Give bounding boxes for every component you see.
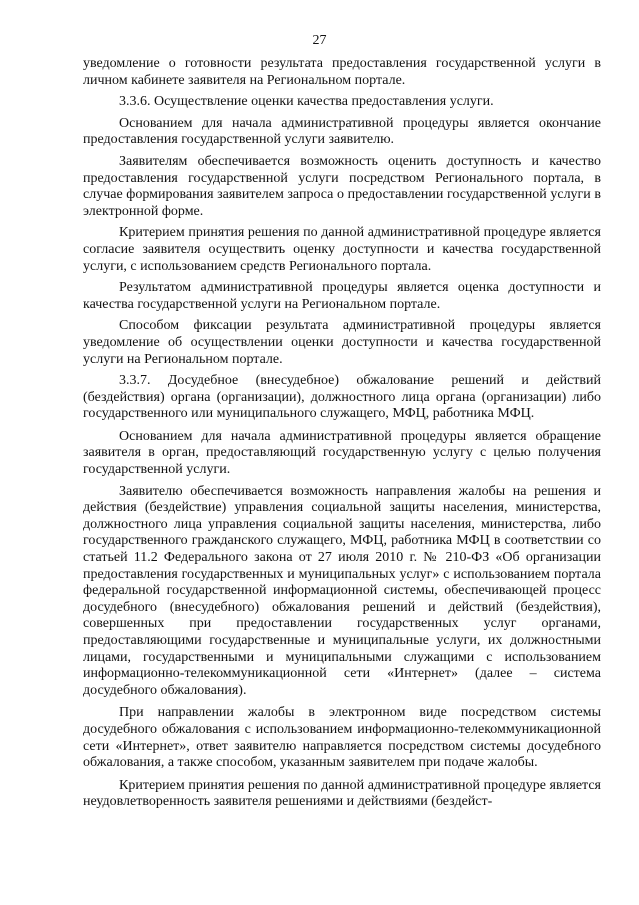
paragraph: Критерием принятия решения по данной административной процедуре является согласие заявителя осуществить оценку доступности и качества государственной услуги, с использованием средств Регионального портала. xyxy=(83,225,601,274)
page-number: 27 xyxy=(312,33,327,48)
section-heading-3-3-6: 3.3.6. Осуществление оценки качества предоставления услуги. xyxy=(119,94,494,110)
paragraph: Основанием для начала административной процедуры является обращение заявителя в орган, предоставляющий государственную услугу с целью получения государственной услуги. xyxy=(83,428,601,478)
paragraph: Основанием для начала административной процедуры является окончание предоставления государственной услуги заявителю. xyxy=(83,115,601,148)
paragraph: Результатом административной процедуры является оценка доступности и качества государственной услуги на Региональном портале. xyxy=(83,280,601,312)
paragraph: Заявителю обеспечивается возможность направления жалобы на решения и действия (бездействие) управления социальной защиты населения, министерства, должностного лица управления социальной защиты населения, министерства, либо государственного гражданского служащего, МФЦ, работника МФЦ в соответствии со статьей 11.2 Федерального закона от 27 июля 2010 г. № 210-ФЗ «Об организации предоставления государственных и муниципальных услуг» с использованием портала федеральной государственной информационной системы, обеспечивающей процесс досудебного (внесудебного) обжалования решений и действий (бездействия), совершенных при предоставлении государственных услуг органами, предоставляющими государственные и муниципальные услуги, их должностными лицами, государственными и муниципальными служащими с использованием информационно-телекоммуникационной сети «Интернет» (далее – система досудебного обжалования). xyxy=(83,483,601,698)
paragraph: При направлении жалобы в электронном виде посредством системы досудебного обжалования с использованием информационно-телекоммуникационной сети «Интернет», ответ заявителю направляется посредством системы досудебного обжалования, а также способом, указанным заявителем при подаче жалобы. xyxy=(83,705,601,771)
document-body xyxy=(83,56,601,816)
paragraph: Способом фиксации результата административной процедуры является уведомление об осуществлении оценки доступности и качества государственной услуги на Региональном портале. xyxy=(83,318,601,367)
paragraph: Заявителям обеспечивается возможность оценить доступность и качество предоставления государственной услуги посредством Регионального портала, в случае формирования заявителем запроса о предоставлении государственной услуги в электронной форме. xyxy=(83,153,601,219)
section-heading-3-3-7: 3.3.7. Досудебное (внесудебное) обжалование решений и действий (бездействия) органа (организации), должностного лица органа (организации) либо государственного или муниципального служащего, МФЦ, работника МФЦ. xyxy=(83,373,601,422)
paragraph: Критерием принятия решения по данной административной процедуре является неудовлетворенность заявителя решениями и действиями (бездейст- xyxy=(83,777,601,810)
paragraph-continuation: уведомление о готовности результата предоставления государственной услуги в личном кабинете заявителя на Региональном портале. xyxy=(83,56,601,88)
